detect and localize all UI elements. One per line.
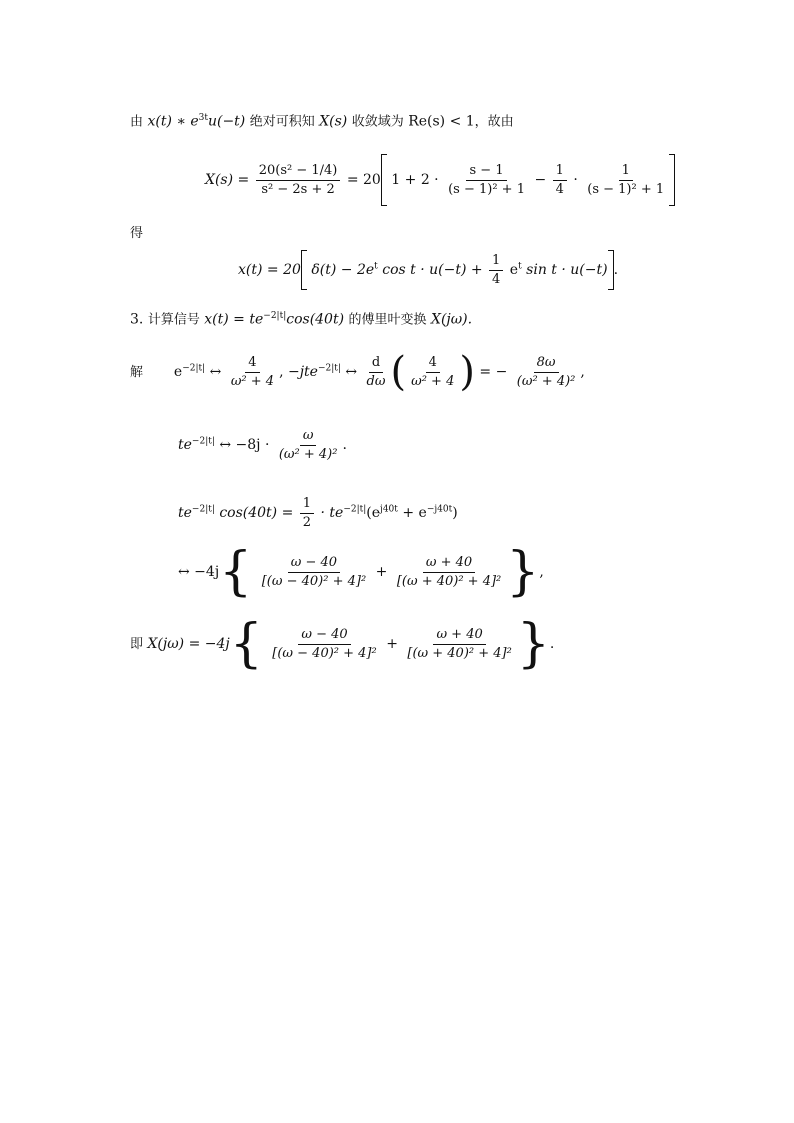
math: 1 + 2 ·: [391, 172, 439, 188]
fraction: [445, 163, 528, 197]
text: 收敛域为: [351, 114, 404, 130]
fraction: [276, 428, 341, 462]
numerator: 20(s² − 1/4): [256, 163, 341, 181]
de-text: 得: [130, 226, 144, 241]
math: ): [452, 505, 458, 522]
denominator: [(ω + 40)² + 4]²: [407, 645, 512, 661]
sup: −2|t|: [317, 363, 341, 374]
sup: t: [374, 261, 378, 272]
denominator: (ω² + 4)²: [516, 373, 576, 389]
fraction: [364, 355, 389, 389]
fraction: [584, 163, 667, 197]
sup: 3t: [198, 113, 208, 123]
brace: }: [506, 542, 540, 602]
math: ↔ −8j ·: [219, 437, 270, 454]
sup: j40t: [380, 504, 398, 515]
numerator: 4: [245, 355, 259, 373]
denominator: [(ω + 40)² + 4]²: [396, 573, 502, 589]
math: ↔: [345, 364, 358, 380]
math: x(t) = te: [204, 311, 264, 328]
numerator: 8ω: [534, 355, 559, 373]
fraction: [228, 355, 277, 389]
solution-line-4: [178, 542, 544, 602]
paren: ): [459, 349, 475, 395]
denominator: (ω² + 4)²: [278, 446, 338, 462]
denominator: s² − 2s + 2: [261, 181, 335, 197]
math: sin t · u(−t): [526, 262, 608, 278]
math: X(jω) = −4j: [147, 636, 230, 652]
numerator: ω − 40: [288, 555, 340, 573]
math: ,: [580, 364, 585, 380]
text: 计算信号: [147, 312, 200, 328]
denominator: 4: [555, 181, 564, 197]
equation-xs: [205, 154, 675, 206]
brace: {: [229, 614, 263, 674]
question-number: 3.: [130, 311, 144, 328]
sup: −2|t|: [263, 311, 287, 321]
denominator: [(ω − 40)² + 4]²: [272, 645, 377, 661]
brace: }: [516, 614, 550, 674]
denominator: 2: [302, 514, 312, 530]
solution-line-3: [178, 496, 458, 530]
fraction: [256, 163, 341, 197]
math: x(t) = 20: [238, 262, 301, 278]
denominator: ω² + 4: [230, 373, 275, 389]
math: cos(40t): [286, 311, 345, 328]
math: = −: [479, 364, 508, 380]
math: ,: [539, 564, 544, 580]
math: ,: [279, 364, 284, 380]
math: x(t) ∗ e: [147, 113, 199, 130]
math: e: [509, 262, 519, 278]
solution-line-1: [130, 349, 585, 395]
denominator: (s − 1)² + 1: [587, 181, 665, 197]
math: (e: [366, 505, 381, 522]
math: X(jω).: [430, 311, 473, 328]
math: δ(t) − 2e: [311, 262, 375, 278]
math: .: [613, 262, 619, 278]
math: ↔ −4j: [178, 564, 220, 580]
numerator: ω + 40: [433, 627, 485, 645]
sup: −j40t: [426, 504, 453, 515]
sup: −2|t|: [343, 504, 367, 515]
brace: {: [219, 542, 253, 602]
numerator: d: [369, 355, 383, 373]
math: · te: [320, 505, 344, 522]
math: = 20: [346, 172, 381, 188]
math: .: [549, 636, 555, 652]
paren: (: [390, 349, 407, 395]
math: .: [342, 437, 347, 454]
fraction: [394, 555, 504, 589]
numerator: 1: [489, 253, 503, 271]
math: −: [534, 172, 547, 188]
equation-xt: [238, 250, 618, 290]
numerator: ω: [300, 428, 317, 446]
denominator: (s − 1)² + 1: [448, 181, 525, 197]
fraction: [514, 355, 579, 389]
math: Re(s) < 1: [408, 113, 475, 130]
math: te: [178, 505, 192, 522]
text: 绝对可积知: [249, 114, 315, 130]
fraction: [259, 555, 369, 589]
sup: −2|t|: [191, 436, 215, 447]
math: +: [386, 636, 398, 652]
math: ↔: [209, 364, 222, 380]
fraction: [553, 163, 567, 197]
sup: t: [518, 261, 522, 272]
fraction: [408, 355, 457, 389]
solution-line-2: [178, 428, 347, 462]
text: ，故由: [474, 114, 514, 130]
text: 由: [130, 114, 144, 130]
math: X(s): [319, 113, 348, 130]
bracket-right: [669, 154, 675, 206]
math: cos(40t) =: [219, 505, 294, 522]
text: 解: [130, 365, 144, 380]
solution-line-5: [130, 614, 555, 674]
denominator: [(ω − 40)² + 4]²: [261, 573, 367, 589]
math: X(s) =: [205, 172, 250, 188]
numerator: 1: [619, 163, 633, 181]
numerator: s − 1: [466, 163, 506, 181]
math: + e: [402, 505, 427, 522]
denominator: 4: [492, 271, 501, 287]
math: ·: [573, 172, 578, 188]
intro-line: [130, 113, 514, 130]
numerator: 1: [300, 496, 314, 514]
math: te: [178, 437, 192, 454]
bracket-left: [301, 250, 307, 290]
math: u(−t): [207, 113, 246, 130]
question-3: [130, 311, 472, 328]
sup: −2|t|: [191, 504, 215, 515]
text: 即: [130, 637, 144, 652]
fraction: [404, 627, 514, 661]
fraction: [269, 627, 379, 661]
text: 的傅里叶变换: [348, 312, 427, 328]
math: +: [375, 564, 388, 580]
denominator: dω: [366, 373, 386, 389]
fraction: [489, 253, 503, 287]
math: e: [173, 364, 183, 380]
math: −jte: [287, 364, 318, 380]
numerator: ω + 40: [423, 555, 475, 573]
fraction: [300, 496, 314, 530]
sup: −2|t|: [182, 363, 206, 374]
bracket-left: [381, 154, 387, 206]
numerator: ω − 40: [298, 627, 350, 645]
math: cos t · u(−t) +: [382, 262, 483, 278]
numerator: 1: [553, 163, 567, 181]
numerator: 4: [426, 355, 440, 373]
denominator: ω² + 4: [411, 373, 455, 389]
